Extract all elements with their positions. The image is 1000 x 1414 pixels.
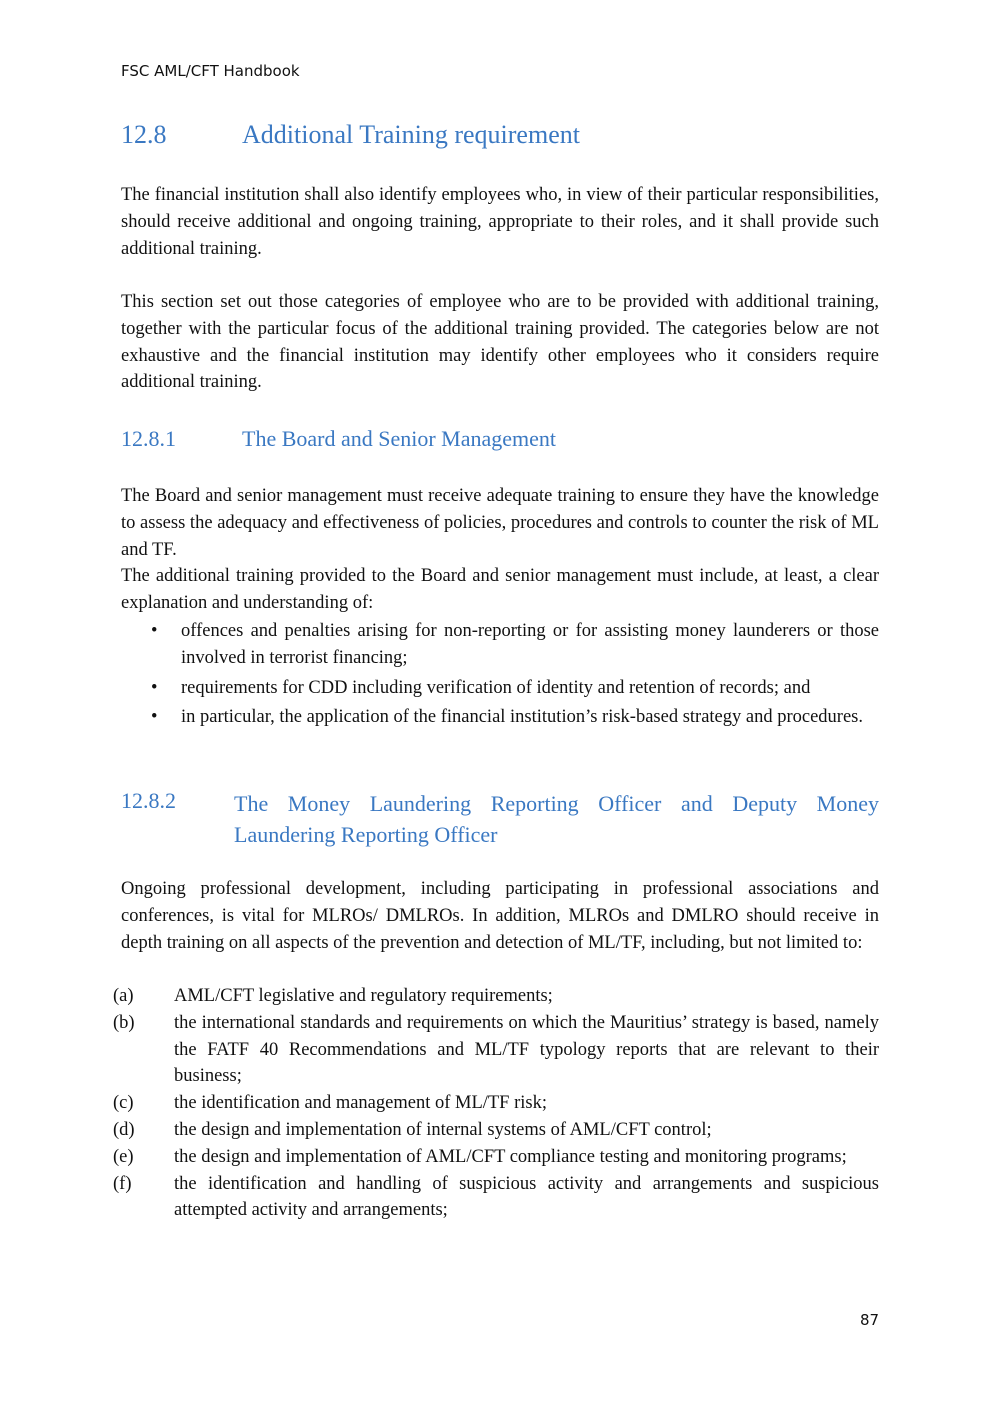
list-item-text: AML/CFT legislative and regulatory requirements; (174, 986, 553, 1006)
list-item-text: in particular, the application of the financial institution’s risk-based strategy and procedures. (181, 707, 864, 728)
list-item-text: requirements for CDD including verification of identity and retention of records; and (181, 677, 811, 698)
running-header: FSC AML/CFT Handbook (121, 62, 300, 80)
section-number: 12.8 (121, 120, 167, 149)
list-item (113, 1144, 879, 1171)
list-marker: (c) (113, 1093, 134, 1114)
list-item-text: the international standards and requirements on which the Mauritius’ strategy is based, namely the FATF 40 Recommendations and ML/TF typology reports that are relevant to their business; (174, 1012, 879, 1087)
list-marker: (f) (113, 1173, 132, 1194)
board-bullet-list (121, 618, 879, 734)
list-item (121, 704, 879, 731)
list-item (113, 983, 879, 1010)
list-item (113, 1117, 879, 1144)
section-title: Additional Training requirement (242, 120, 580, 149)
page-number: 87 (860, 1311, 880, 1329)
bullet-icon: • (151, 677, 158, 698)
list-marker: (e) (113, 1146, 134, 1167)
board-paragraph-1: The Board and senior management must receive adequate training to ensure they have the knowledge to assess the adequacy and effectiveness of policies, procedures and controls to counter the risk of ML and TF. (121, 486, 879, 560)
list-marker: (b) (113, 1012, 135, 1033)
list-marker: (a) (113, 986, 134, 1006)
bullet-icon: • (151, 707, 158, 728)
subsection-title: The Board and Senior Management (242, 426, 557, 451)
list-item (113, 1090, 879, 1117)
list-item-text: the identification and management of ML/TF risk; (174, 1093, 547, 1114)
list-item (121, 675, 879, 702)
list-item-text: the identification and handling of suspicious activity and arrangements and suspicious attempted activity and arrangements; (174, 1173, 879, 1221)
list-item-text: offences and penalties arising for non-reporting or for assisting money launderers or those involved in terrorist financing; (181, 621, 879, 668)
list-item-text: the design and implementation of internal systems of AML/CFT control; (174, 1119, 712, 1140)
subsection-number: 12.8.1 (121, 426, 176, 451)
list-marker: (d) (113, 1119, 135, 1140)
list-item (121, 618, 879, 672)
subsection-heading-mlro (121, 788, 879, 858)
mlro-paragraph: Ongoing professional development, including participating in professional associations and conferences, is vital for MLROs/ DMLROs. In addition, MLROs and DMLRO should receive in depth training on all aspects of the prevention and detection of ML/TF, including, but not limited to: (121, 879, 879, 953)
list-item-text: the design and implementation of AML/CFT compliance testing and monitoring programs; (174, 1146, 847, 1167)
list-item (113, 1171, 879, 1225)
bullet-icon: • (151, 621, 158, 641)
intro-paragraph-1: The financial institution shall also identify employees who, in view of their particular responsibilities, should receive additional and ongoing training, appropriate to their roles, and it shall provide such additional training. (121, 185, 879, 259)
subsection-title: The Money Laundering Reporting Officer and Deputy Money Laundering Reporting Officer (234, 791, 879, 847)
intro-paragraph-2: This section set out those categories of employee who are to be provided with additional training, together with the particular focus of the additional training provided. The categories below are not exhaustive and the financial institution may identify other employees who it considers require additional training. (121, 292, 879, 393)
subsection-number: 12.8.2 (121, 788, 176, 813)
board-paragraph-2: The additional training provided to the Board and senior management must include, at least, a clear explanation and understanding of: (121, 566, 879, 613)
list-item (113, 1010, 879, 1090)
mlro-training-list (113, 983, 879, 1224)
